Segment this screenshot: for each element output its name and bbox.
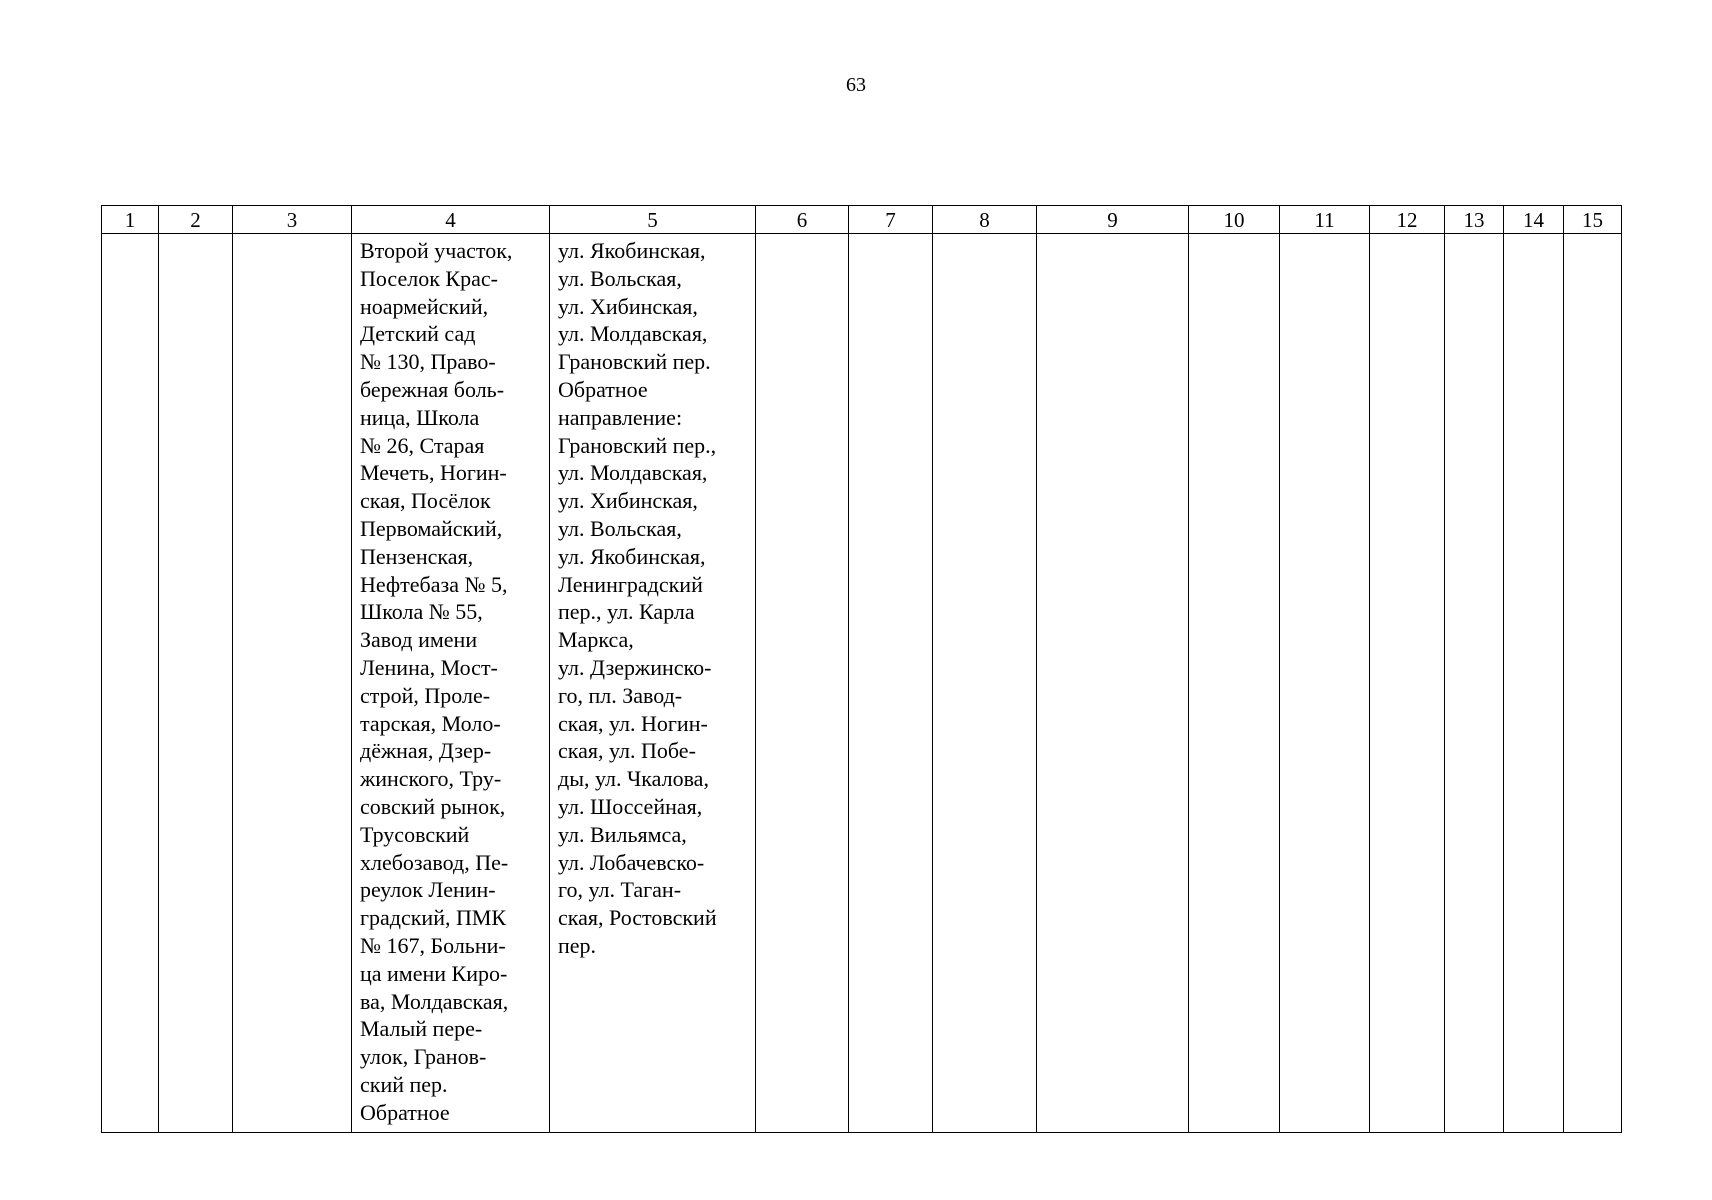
table-row [102, 234, 1622, 1133]
cell-col-14 [1504, 234, 1564, 1133]
column-header-5: 5 [550, 206, 756, 234]
cell-col-2 [159, 234, 233, 1133]
cell-col-3 [233, 234, 352, 1133]
column-header-2: 2 [159, 206, 233, 234]
column-header-4: 4 [352, 206, 550, 234]
cell-col-1 [102, 234, 159, 1133]
column-header-13: 13 [1445, 206, 1504, 234]
column-header-3: 3 [233, 206, 352, 234]
cell-col-11 [1280, 234, 1370, 1133]
cell-col-7 [849, 234, 933, 1133]
cell-col-9 [1037, 234, 1189, 1133]
column-header-12: 12 [1370, 206, 1445, 234]
cell-col-6 [756, 234, 849, 1133]
cell-col-13 [1445, 234, 1504, 1133]
stops-text: Второй участок, Поселок Крас- ноармейский, Детский сад № 130, Право- бережная боль- ница, Школа № 26, Старая Мечеть, Ногин- ская, Посёлок Первомайский, Пензенская, Нефтебаза № 5, Школа № 55, Завод имени Ленина, Мост- строй, Проле- тарская, Моло- дёжная, Дзер- жинского, Тру- совский рынок, Трусовский хлебозавод, Пе- реулок Ленин- градский, ПМК № 167, Больни- ца имени Киро- ва, Молдавская, Малый пере- улок, Гранов- ский пер. Обратное [360, 238, 513, 1125]
column-header-1: 1 [102, 206, 159, 234]
cell-streets [550, 234, 756, 1133]
page-number: 63 [846, 74, 866, 96]
column-header-7: 7 [849, 206, 933, 234]
column-header-6: 6 [756, 206, 849, 234]
cell-col-8 [933, 234, 1037, 1133]
column-header-8: 8 [933, 206, 1037, 234]
cell-col-15 [1564, 234, 1622, 1133]
cell-stops [352, 234, 550, 1133]
routes-table [101, 205, 1622, 1133]
cell-col-10 [1189, 234, 1280, 1133]
cell-col-12 [1370, 234, 1445, 1133]
streets-text: ул. Якобинская, ул. Вольская, ул. Хибинская, ул. Молдавская, Грановский пер. Обратное направление: Грановский пер., ул. Молдавская, ул. Хибинская, ул. Вольская, ул. Якобинская, Ленинградский пер., ул. Карла Маркса, ул. Дзержинско- го, пл. Завод- ская, ул. Ногин- ская, ул. Побе- ды, ул. Чкалова, ул. Шоссейная, ул. Вильямса, ул. Лобачевско- го, ул. Таган- ская, Ростовский пер. [558, 238, 717, 958]
column-header-11: 11 [1280, 206, 1370, 234]
header-row [102, 206, 1622, 234]
column-header-9: 9 [1037, 206, 1189, 234]
column-header-15: 15 [1564, 206, 1622, 234]
column-header-14: 14 [1504, 206, 1564, 234]
column-header-10: 10 [1189, 206, 1280, 234]
